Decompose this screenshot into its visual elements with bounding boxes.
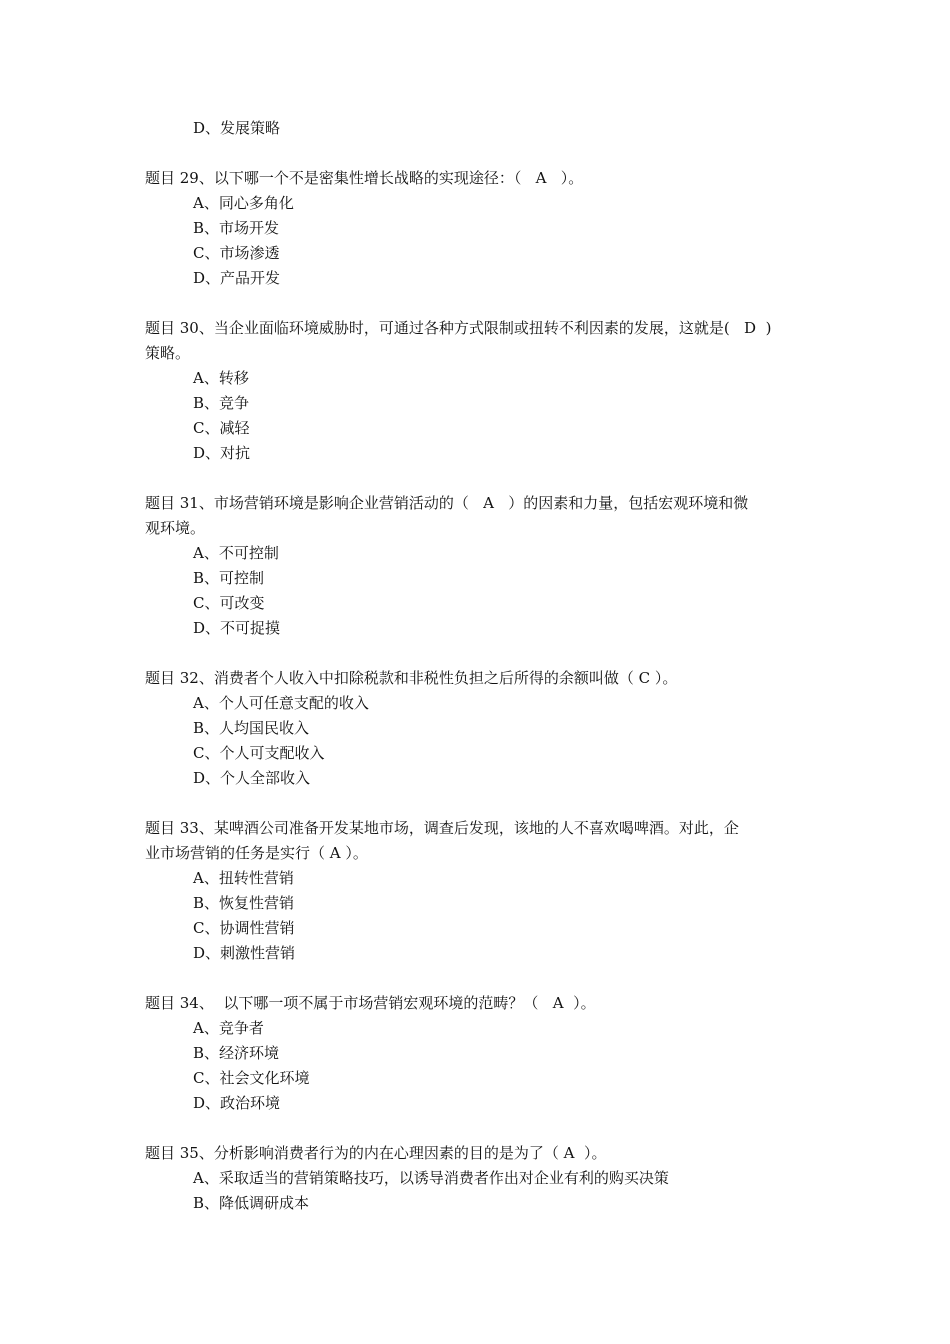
- question-text: 观环境。: [145, 519, 206, 537]
- question-text: 题目 34、 以下哪一项不属于市场营销宏观环境的范畴？（ A ）。: [145, 994, 596, 1012]
- answer-option: B、降低调研成本: [193, 1194, 310, 1212]
- answer-option: B、竞争: [193, 394, 250, 412]
- answer-option: C、市场渗透: [193, 244, 280, 262]
- answer-option: C、社会文化环境: [193, 1069, 310, 1087]
- answer-option: B、市场开发: [193, 219, 280, 237]
- question-text: 题目 33、某啤酒公司准备开发某地市场，调查后发现，该地的人不喜欢喝啤酒。对此，企: [145, 819, 739, 837]
- answer-option: D、对抗: [193, 444, 251, 462]
- answer-option: D、政治环境: [193, 1094, 281, 1112]
- answer-option: A、转移: [193, 369, 249, 387]
- answer-option: A、扭转性营销: [193, 869, 294, 887]
- answer-option: C、个人可支配收入: [193, 744, 325, 762]
- answer-option: D、发展策略: [193, 119, 281, 137]
- answer-option: A、不可控制: [193, 544, 279, 562]
- answer-option: A、同心多角化: [193, 194, 294, 212]
- question-text: 策略。: [145, 344, 191, 362]
- answer-option: D、产品开发: [193, 269, 281, 287]
- answer-option: C、减轻: [193, 419, 250, 437]
- answer-option: C、可改变: [193, 594, 265, 612]
- question-text: 业市场营销的任务是实行（ A ）。: [145, 844, 368, 862]
- question-text: 题目 32、消费者个人收入中扣除税款和非税性负担之后所得的余额叫做（ C ）。: [145, 669, 678, 687]
- answer-option: D、个人全部收入: [193, 769, 311, 787]
- answer-option: C、协调性营销: [193, 919, 295, 937]
- question-text: 题目 31、市场营销环境是影响企业营销活动的（ A ）的因素和力量，包括宏观环境和微: [145, 494, 749, 512]
- answer-option: B、可控制: [193, 569, 265, 587]
- answer-option: A、采取适当的营销策略技巧，以诱导消费者作出对企业有利的购买决策: [193, 1169, 669, 1187]
- answer-option: B、经济环境: [193, 1044, 280, 1062]
- answer-option: B、人均国民收入: [193, 719, 310, 737]
- answer-option: B、恢复性营销: [193, 894, 295, 912]
- answer-option: D、不可捉摸: [193, 619, 281, 637]
- question-text: 题目 30、当企业面临环境威胁时，可通过各种方式限制或扭转不利因素的发展，这就是( D ): [145, 319, 772, 337]
- answer-option: D、刺激性营销: [193, 944, 296, 962]
- answer-option: A、竞争者: [193, 1019, 264, 1037]
- answer-option: A、个人可任意支配的收入: [193, 694, 369, 712]
- question-text: 题目 29、以下哪一个不是密集性增长战略的实现途径：（ A ）。: [145, 169, 584, 187]
- question-text: 题目 35、分析影响消费者行为的内在心理因素的目的是为了（ A ）。: [145, 1144, 607, 1162]
